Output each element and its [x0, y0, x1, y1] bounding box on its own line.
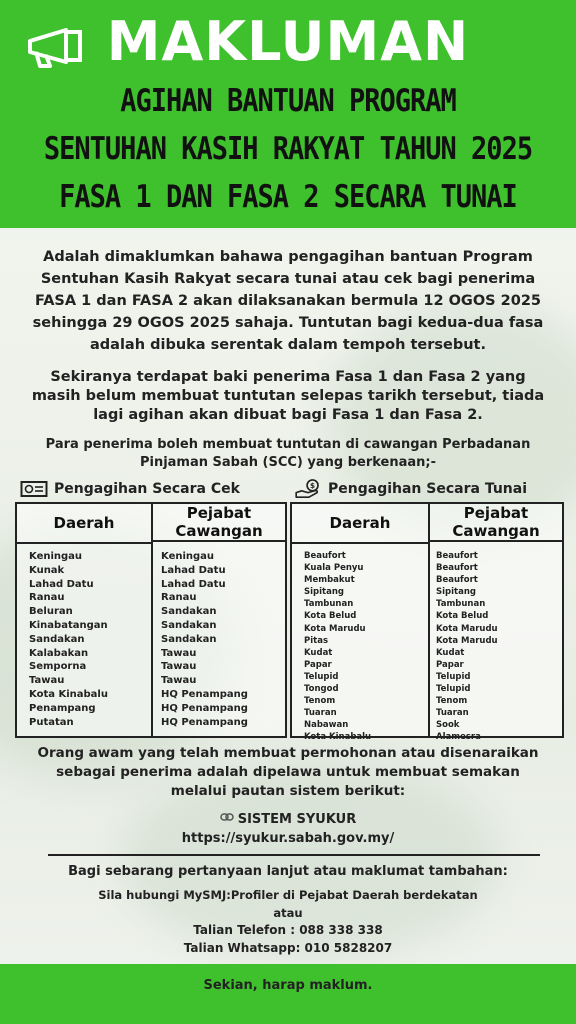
list-item: Ranau	[29, 592, 65, 604]
contact-line-2: atau	[273, 906, 303, 920]
list-item: Ranau	[161, 592, 197, 604]
list-item: Sipitang	[304, 587, 344, 598]
list-item: Kota Kinabalu	[304, 732, 372, 743]
list-item: Nabawan	[304, 720, 349, 731]
contact-line-1: Sila hubungi MySMJ:Profiler di Pejabat Daerah berdekatan	[98, 888, 478, 902]
cash-section-label: Pengagihan Secara Tunai	[328, 481, 528, 497]
list-item: HQ Penampang	[161, 716, 248, 728]
list-item: Putatan	[29, 716, 74, 728]
list-item: Pitas	[304, 635, 329, 646]
list-item: Telupid	[436, 684, 471, 695]
claim-location-paragraph: Para penerima boleh membuat tuntutan di cawangan Perbadanan Pinjaman Sabah (SCC) yang berkenaan;-	[45, 437, 531, 470]
list-item: Kuala Penyu	[304, 563, 364, 574]
list-item: HQ Penampang	[161, 688, 248, 700]
list-item: Papar	[304, 659, 332, 670]
cheque-icon	[20, 479, 48, 499]
footer-banner	[0, 964, 576, 1024]
list-item: Tawau	[161, 661, 197, 673]
list-item: Kota Kinabalu	[29, 688, 108, 700]
list-item: Semporna	[29, 661, 87, 673]
table-header-daerah: Daerah	[17, 504, 151, 544]
list-item: Tawau	[161, 647, 197, 659]
list-item: Beaufort	[436, 575, 478, 586]
cheque-section-label: Pengagihan Secara Cek	[54, 481, 240, 497]
system-label	[0, 811, 576, 827]
cash-table	[290, 502, 564, 743]
whatsapp-line: Talian Whatsapp: 010 5828207	[183, 941, 393, 955]
svg-text:$: $	[310, 481, 316, 491]
list-item: Tenom	[304, 696, 336, 707]
list-item: Sandakan	[161, 606, 217, 618]
list-item: Kota Marudu	[436, 635, 498, 646]
list-item: Tawau	[29, 675, 65, 687]
subtitle-line-2: SENTUHAN KASIH RAKYAT TAHUN 2025	[43, 131, 533, 168]
cash-cawangan-list	[436, 550, 498, 744]
subtitle-line-1: AGIHAN BANTUAN PROGRAM	[120, 83, 456, 120]
contact-heading: Bagi sebarang pertanyaan lanjut atau maklumat tambahan:	[68, 864, 508, 879]
list-item: Lahad Datu	[161, 564, 226, 576]
list-item: Lahad Datu	[161, 578, 226, 590]
list-item: Alamesra	[436, 732, 481, 743]
check-note-paragraph: Orang awam yang telah membuat permohonan atau disenaraikan sebagai penerima adalah dipelawa untuk membuat semakan melalui pautan sistem berikut:	[37, 745, 539, 799]
list-item: Kota Marudu	[436, 623, 498, 634]
list-item: Tambunan	[436, 599, 486, 610]
list-item: Kudat	[436, 647, 465, 658]
cash-hand-icon	[294, 479, 322, 499]
list-item: Sandakan	[29, 633, 85, 645]
list-item: Beluran	[29, 606, 73, 618]
list-item: Penampang	[29, 702, 96, 714]
table-header-daerah: Daerah	[292, 504, 428, 544]
list-item: Kinabatangan	[29, 619, 108, 631]
list-item: Membakut	[304, 575, 355, 586]
list-item: Papar	[436, 659, 464, 670]
system-url-link[interactable]: https://syukur.sabah.gov.my/	[181, 831, 395, 846]
list-item: Telupid	[436, 671, 471, 682]
deadline-paragraph: Sekiranya terdapat baki penerima Fasa 1 dan Fasa 2 yang masih belum membuat tuntutan selepas tarikh tersebut, tiada lagi agihan akan dibuat bagi Fasa 1 dan Fasa 2.	[31, 369, 545, 423]
cheque-daerah-list	[29, 550, 108, 729]
list-item: Beaufort	[304, 551, 346, 561]
list-item: Sipitang	[436, 587, 476, 598]
list-item: Sandakan	[161, 619, 217, 631]
list-item: Tongod	[304, 684, 339, 695]
announcement-paragraph: Adalah dimaklumkan bahawa pengagihan bantuan Program Sentuhan Kasih Rakyat secara tunai atau cek bagi penerima FASA 1 dan FASA 2 akan dilaksanakan bermula 12 OGOS 2025 sehingga 29 OGOS 2025 sahaja. Tuntutan bagi kedua-dua fasa adalah dibuka serentak dalam tempoh tersebut.	[32, 249, 544, 353]
list-item: Sandakan	[161, 633, 217, 645]
list-item: Tambunan	[304, 599, 354, 610]
cheque-cawangan-list	[161, 550, 248, 729]
subtitle-line-3: FASA 1 DAN FASA 2 SECARA TUNAI	[59, 179, 517, 216]
list-item: Kalabakan	[29, 647, 89, 659]
cash-daerah-list	[304, 550, 371, 744]
list-item: Kota Marudu	[304, 623, 366, 634]
list-item: Sook	[436, 720, 460, 731]
list-item: Keningau	[29, 551, 83, 562]
list-item: Kudat	[304, 647, 333, 658]
page-title: MAKLUMAN	[106, 10, 470, 73]
list-item: Kunak	[29, 564, 65, 576]
list-item: Lahad Datu	[29, 578, 94, 590]
list-item: Telupid	[304, 671, 339, 682]
cheque-section-heading	[20, 479, 240, 499]
list-item: Kota Belud	[304, 611, 357, 622]
list-item: Tawau	[161, 675, 197, 687]
system-name: SISTEM SYUKUR	[237, 812, 357, 827]
list-item: Beaufort	[436, 563, 478, 574]
list-item: HQ Penampang	[161, 702, 248, 714]
list-item: Beaufort	[436, 551, 478, 561]
list-item: Tenom	[436, 696, 468, 707]
footer-text: Sekian, harap maklum.	[203, 978, 373, 993]
list-item: Tuaran	[436, 708, 469, 719]
divider-line	[48, 854, 540, 856]
header-banner	[0, 0, 576, 228]
phone-line: Talian Telefon : 088 338 338	[193, 923, 383, 937]
table-header-cawangan: Pejabat Cawangan	[153, 504, 285, 542]
list-item: Keningau	[161, 551, 215, 562]
link-icon	[220, 811, 234, 827]
list-item: Kota Belud	[436, 611, 489, 622]
table-header-cawangan: Pejabat Cawangan	[430, 504, 562, 542]
cheque-table	[15, 502, 287, 738]
cash-section-heading	[294, 479, 527, 499]
list-item: Tuaran	[304, 708, 337, 719]
